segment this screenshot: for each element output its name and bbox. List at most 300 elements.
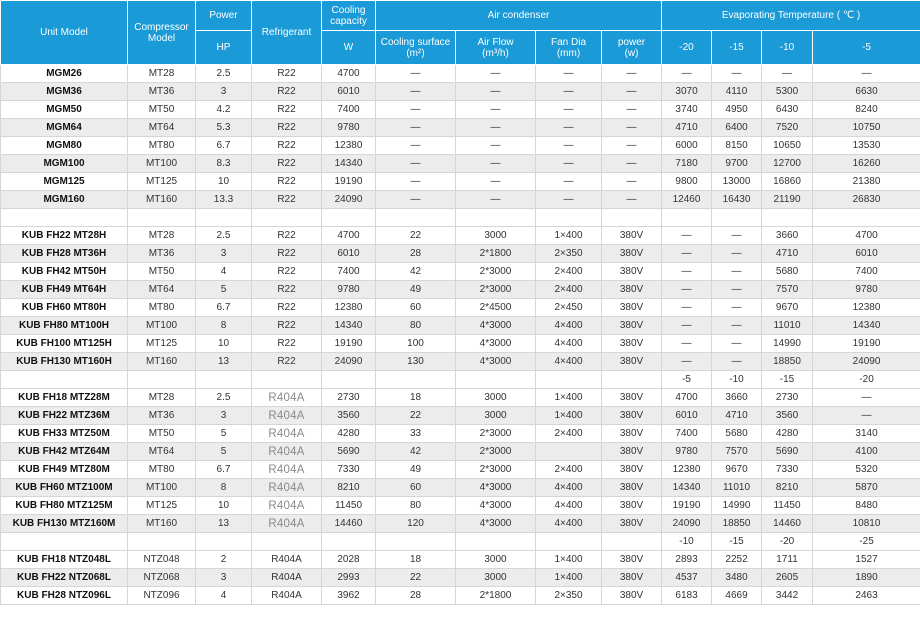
cell-power-hp: 3: [196, 83, 252, 101]
cell-power-hp: 10: [196, 497, 252, 515]
cell-fan-power: 380V: [602, 479, 662, 497]
cell-evap-temp-4: 4700: [813, 227, 920, 245]
cell-evap-temp-2: -15: [712, 533, 762, 551]
cell-compressor-model: MT160: [128, 353, 196, 371]
cell-refrigerant: R404A: [252, 389, 322, 407]
cell-refrigerant: R404A: [252, 479, 322, 497]
cell-cooling-surface: —: [376, 65, 456, 83]
cell-compressor-model: NTZ096: [128, 587, 196, 605]
cell-cooling-surface: 33: [376, 425, 456, 443]
cell-evap-temp-4: 2463: [813, 587, 920, 605]
cell-evap-temp-1: 12380: [662, 461, 712, 479]
cell-evap-temp-4: —: [813, 407, 920, 425]
cell-air-flow: 2*1800: [456, 587, 536, 605]
cell-fan-power: 380V: [602, 335, 662, 353]
table-row: [1, 587, 920, 605]
cell-evap-temp-3: 8210: [762, 479, 813, 497]
table-row: [1, 425, 920, 443]
cell-cooling-capacity: 2730: [322, 389, 376, 407]
cell-power-hp: 13.3: [196, 191, 252, 209]
cell-evap-temp-3: 2730: [762, 389, 813, 407]
table-row: [1, 461, 920, 479]
cell-compressor-model: MT125: [128, 497, 196, 515]
cell-evap-temp-2: —: [712, 281, 762, 299]
cell-fan-dia: 4×400: [536, 497, 602, 515]
cell-fan-dia: [536, 371, 602, 389]
cell-power-hp: 6.7: [196, 461, 252, 479]
cell-compressor-model: [128, 533, 196, 551]
cell-air-flow: 4*3000: [456, 515, 536, 533]
cell-compressor-model: MT80: [128, 137, 196, 155]
cell-refrigerant: R22: [252, 191, 322, 209]
cell-compressor-model: MT80: [128, 299, 196, 317]
cell-evap-temp-3: 5690: [762, 443, 813, 461]
cell-evap-temp-1: 9780: [662, 443, 712, 461]
cell-evap-temp-3: 2605: [762, 569, 813, 587]
cell-refrigerant: R22: [252, 227, 322, 245]
cell-cooling-surface: —: [376, 101, 456, 119]
header-air-condenser: Air condenser: [376, 1, 662, 31]
cell-evap-temp-1: 9800: [662, 173, 712, 191]
cell-air-flow: 2*3000: [456, 443, 536, 461]
cell-refrigerant: R404A: [252, 569, 322, 587]
cell-air-flow: 2*1800: [456, 245, 536, 263]
cell-fan-power: 380V: [602, 407, 662, 425]
cell-air-flow: 4*3000: [456, 335, 536, 353]
cell-cooling-capacity: 24090: [322, 353, 376, 371]
cell-evap-temp-3: -20: [762, 533, 813, 551]
cell-refrigerant: R22: [252, 119, 322, 137]
table-row: [1, 173, 920, 191]
cell-fan-power: 380V: [602, 263, 662, 281]
cell-cooling-capacity: 11450: [322, 497, 376, 515]
cell-evap-temp-1: 14340: [662, 479, 712, 497]
cell-cooling-surface: 42: [376, 263, 456, 281]
cell-power-hp: 13: [196, 515, 252, 533]
cell-air-flow: 3000: [456, 389, 536, 407]
cell-fan-dia: 1×400: [536, 569, 602, 587]
cell-air-flow: 4*3000: [456, 353, 536, 371]
cell-evap-temp-4: 10810: [813, 515, 920, 533]
header-compressor-model: Compressor Model: [128, 1, 196, 65]
cell-air-flow: [456, 209, 536, 227]
cell-cooling-surface: 28: [376, 587, 456, 605]
cell-refrigerant: R404A: [252, 461, 322, 479]
cell-cooling-surface: —: [376, 83, 456, 101]
cell-air-flow: [456, 533, 536, 551]
header-fan-power-unit: (w): [624, 47, 639, 59]
table-row: [1, 65, 920, 83]
cell-evap-temp-2: —: [712, 317, 762, 335]
cell-fan-power: 380V: [602, 389, 662, 407]
table-row: [1, 497, 920, 515]
cell-cooling-surface: 120: [376, 515, 456, 533]
cell-evap-temp-4: 24090: [813, 353, 920, 371]
table-row: [1, 155, 920, 173]
cell-fan-power: 380V: [602, 227, 662, 245]
cell-cooling-capacity: 2993: [322, 569, 376, 587]
cell-evap-temp-1: —: [662, 335, 712, 353]
cell-air-flow: —: [456, 137, 536, 155]
cell-refrigerant: R22: [252, 299, 322, 317]
header-cooling-surface-unit: (m²): [406, 47, 425, 59]
cell-evap-temp-2: —: [712, 263, 762, 281]
header-evaporating-temperature: Evaporating Temperature ( ℃ ): [662, 1, 920, 31]
cell-power-hp: 6.7: [196, 137, 252, 155]
cell-cooling-capacity: 5690: [322, 443, 376, 461]
cell-evap-temp-1: 4700: [662, 389, 712, 407]
cell-air-flow: —: [456, 191, 536, 209]
cell-compressor-model: MT160: [128, 191, 196, 209]
cell-unit-model: KUB FH22 MTZ36M: [1, 407, 128, 425]
cell-evap-temp-1: 24090: [662, 515, 712, 533]
header-fan-dia-unit: (mm): [556, 47, 581, 59]
cell-power-hp: 5: [196, 443, 252, 461]
cell-unit-model: KUB FH18 NTZ048L: [1, 551, 128, 569]
cell-compressor-model: MT160: [128, 515, 196, 533]
cell-compressor-model: MT80: [128, 461, 196, 479]
cell-evap-temp-4: -20: [813, 371, 920, 389]
cell-evap-temp-4: 6630: [813, 83, 920, 101]
table-row: [1, 281, 920, 299]
table-row: [1, 137, 920, 155]
cell-evap-temp-3: 7330: [762, 461, 813, 479]
cell-compressor-model: MT28: [128, 65, 196, 83]
cell-evap-temp-2: 14990: [712, 497, 762, 515]
table-row: [1, 299, 920, 317]
cell-compressor-model: MT50: [128, 101, 196, 119]
cell-evap-temp-2: -10: [712, 371, 762, 389]
table-row: [1, 443, 920, 461]
cell-fan-dia: 4×400: [536, 479, 602, 497]
cell-fan-dia: 2×400: [536, 263, 602, 281]
table-subheader-row: [1, 533, 920, 551]
cell-evap-temp-2: 3480: [712, 569, 762, 587]
cell-evap-temp-1: —: [662, 65, 712, 83]
cell-cooling-capacity: 24090: [322, 191, 376, 209]
cell-air-flow: 2*3000: [456, 461, 536, 479]
cell-fan-dia: —: [536, 173, 602, 191]
cell-cooling-capacity: [322, 209, 376, 227]
cell-fan-power: 380V: [602, 515, 662, 533]
cell-evap-temp-1: 4710: [662, 119, 712, 137]
cell-fan-dia: —: [536, 191, 602, 209]
cell-power-hp: 4.2: [196, 101, 252, 119]
cell-evap-temp-3: 5300: [762, 83, 813, 101]
cell-fan-dia: —: [536, 119, 602, 137]
cell-evap-temp-3: 14460: [762, 515, 813, 533]
cell-evap-temp-1: 2893: [662, 551, 712, 569]
cell-air-flow: —: [456, 101, 536, 119]
table-row: [1, 389, 920, 407]
cell-unit-model: KUB FH42 MT50H: [1, 263, 128, 281]
table-row: [1, 263, 920, 281]
cell-evap-temp-1: —: [662, 299, 712, 317]
cell-cooling-surface: [376, 533, 456, 551]
cell-cooling-capacity: 3560: [322, 407, 376, 425]
table-row: [1, 227, 920, 245]
cell-unit-model: MGM50: [1, 101, 128, 119]
cell-evap-temp-2: —: [712, 245, 762, 263]
table-row: [1, 515, 920, 533]
cell-unit-model: KUB FH18 MTZ28M: [1, 389, 128, 407]
cell-unit-model: KUB FH80 MT100H: [1, 317, 128, 335]
header-temp-col: -20: [662, 31, 712, 65]
cell-cooling-capacity: 7400: [322, 101, 376, 119]
cell-power-hp: 5: [196, 281, 252, 299]
cell-fan-dia: 2×350: [536, 245, 602, 263]
cell-refrigerant: R404A: [252, 515, 322, 533]
cell-evap-temp-1: —: [662, 245, 712, 263]
cell-evap-temp-1: [662, 209, 712, 227]
cell-fan-power: —: [602, 137, 662, 155]
cell-fan-dia: 1×400: [536, 227, 602, 245]
cell-fan-power: 380V: [602, 299, 662, 317]
cell-evap-temp-2: —: [712, 353, 762, 371]
cell-fan-dia: 4×400: [536, 317, 602, 335]
cell-evap-temp-3: 5680: [762, 263, 813, 281]
cell-evap-temp-4: 6010: [813, 245, 920, 263]
cell-cooling-surface: 28: [376, 245, 456, 263]
cell-power-hp: 5: [196, 425, 252, 443]
cell-evap-temp-2: 4950: [712, 101, 762, 119]
cell-compressor-model: MT36: [128, 407, 196, 425]
cell-evap-temp-4: 16260: [813, 155, 920, 173]
cell-evap-temp-3: 18850: [762, 353, 813, 371]
cell-fan-dia: 1×400: [536, 551, 602, 569]
cell-cooling-capacity: 14460: [322, 515, 376, 533]
cell-fan-power: 380V: [602, 461, 662, 479]
cell-fan-power: [602, 209, 662, 227]
cell-evap-temp-3: 3560: [762, 407, 813, 425]
cell-unit-model: KUB FH80 MTZ125M: [1, 497, 128, 515]
cell-cooling-capacity: 7400: [322, 263, 376, 281]
cell-power-hp: 8.3: [196, 155, 252, 173]
cell-unit-model: KUB FH42 MTZ64M: [1, 443, 128, 461]
cell-compressor-model: MT100: [128, 479, 196, 497]
cell-refrigerant: [252, 371, 322, 389]
cell-air-flow: 2*3000: [456, 263, 536, 281]
cell-evap-temp-1: —: [662, 227, 712, 245]
cell-evap-temp-1: 3070: [662, 83, 712, 101]
cell-air-flow: 4*3000: [456, 479, 536, 497]
cell-compressor-model: MT64: [128, 443, 196, 461]
cell-evap-temp-2: 8150: [712, 137, 762, 155]
cell-refrigerant: R22: [252, 65, 322, 83]
cell-compressor-model: [128, 209, 196, 227]
cell-compressor-model: NTZ068: [128, 569, 196, 587]
header-fan-power-label: power: [617, 36, 646, 48]
cell-evap-temp-2: —: [712, 65, 762, 83]
cell-unit-model: KUB FH49 MTZ80M: [1, 461, 128, 479]
cell-cooling-capacity: 14340: [322, 317, 376, 335]
cell-fan-dia: 2×400: [536, 425, 602, 443]
cell-evap-temp-2: 13000: [712, 173, 762, 191]
cell-fan-power: —: [602, 191, 662, 209]
header-temp-col: -15: [712, 31, 762, 65]
header-temp-col: -10: [762, 31, 813, 65]
table-subheader-row: [1, 371, 920, 389]
cell-refrigerant: R22: [252, 281, 322, 299]
cell-cooling-capacity: 8210: [322, 479, 376, 497]
cell-evap-temp-2: 7570: [712, 443, 762, 461]
header-fan-dia-label: Fan Dia: [550, 36, 586, 48]
cell-refrigerant: R404A: [252, 551, 322, 569]
cell-cooling-capacity: [322, 371, 376, 389]
cell-compressor-model: MT125: [128, 173, 196, 191]
cell-unit-model: MGM160: [1, 191, 128, 209]
cell-cooling-surface: 22: [376, 569, 456, 587]
cell-evap-temp-3: 11010: [762, 317, 813, 335]
cell-unit-model: KUB FH130 MT160H: [1, 353, 128, 371]
cell-fan-power: —: [602, 83, 662, 101]
cell-compressor-model: MT125: [128, 335, 196, 353]
cell-fan-power: 380V: [602, 245, 662, 263]
cell-fan-dia: 1×400: [536, 407, 602, 425]
header-unit-model: Unit Model: [1, 1, 128, 65]
cell-evap-temp-4: —: [813, 389, 920, 407]
cell-evap-temp-1: —: [662, 281, 712, 299]
cell-fan-power: [602, 533, 662, 551]
cell-power-hp: [196, 209, 252, 227]
header-temp-col: -5: [813, 31, 920, 65]
cell-power-hp: 2.5: [196, 389, 252, 407]
cell-evap-temp-1: 12460: [662, 191, 712, 209]
cell-power-hp: 13: [196, 353, 252, 371]
cell-unit-model: MGM125: [1, 173, 128, 191]
cell-compressor-model: MT64: [128, 281, 196, 299]
table-row: [1, 245, 920, 263]
cell-cooling-surface: —: [376, 191, 456, 209]
cell-fan-dia: 4×400: [536, 353, 602, 371]
cell-cooling-capacity: 14340: [322, 155, 376, 173]
cell-refrigerant: R22: [252, 155, 322, 173]
cell-evap-temp-4: 5320: [813, 461, 920, 479]
cell-evap-temp-1: 7180: [662, 155, 712, 173]
cell-power-hp: [196, 533, 252, 551]
cell-cooling-surface: 100: [376, 335, 456, 353]
cell-fan-power: —: [602, 173, 662, 191]
cell-compressor-model: [128, 371, 196, 389]
cell-power-hp: 6.7: [196, 299, 252, 317]
table-row: [1, 551, 920, 569]
cell-refrigerant: R404A: [252, 407, 322, 425]
cell-evap-temp-4: 13530: [813, 137, 920, 155]
cell-refrigerant: R22: [252, 245, 322, 263]
cell-fan-power: —: [602, 119, 662, 137]
table-subheader-row: [1, 209, 920, 227]
cell-evap-temp-1: 19190: [662, 497, 712, 515]
cell-fan-power: 380V: [602, 425, 662, 443]
table-row: [1, 119, 920, 137]
cell-cooling-capacity: 2028: [322, 551, 376, 569]
cell-air-flow: —: [456, 173, 536, 191]
cell-evap-temp-3: 10650: [762, 137, 813, 155]
cell-air-flow: —: [456, 65, 536, 83]
cell-cooling-surface: 80: [376, 497, 456, 515]
cell-air-flow: —: [456, 83, 536, 101]
cell-evap-temp-2: —: [712, 299, 762, 317]
cell-unit-model: MGM36: [1, 83, 128, 101]
cell-cooling-capacity: 19190: [322, 173, 376, 191]
cell-cooling-surface: 130: [376, 353, 456, 371]
cell-cooling-capacity: 4700: [322, 227, 376, 245]
cell-evap-temp-4: 1527: [813, 551, 920, 569]
cell-refrigerant: [252, 209, 322, 227]
cell-evap-temp-3: 11450: [762, 497, 813, 515]
table-row: [1, 335, 920, 353]
cell-evap-temp-3: 21190: [762, 191, 813, 209]
cell-power-hp: 8: [196, 317, 252, 335]
cell-evap-temp-2: 3660: [712, 389, 762, 407]
cell-compressor-model: MT100: [128, 155, 196, 173]
cell-cooling-capacity: 12380: [322, 299, 376, 317]
cell-unit-model: KUB FH60 MTZ100M: [1, 479, 128, 497]
cell-evap-temp-4: 9780: [813, 281, 920, 299]
cell-refrigerant: R22: [252, 101, 322, 119]
cell-unit-model: MGM26: [1, 65, 128, 83]
cell-cooling-capacity: 4280: [322, 425, 376, 443]
header-fan-dia: [536, 31, 602, 65]
cell-cooling-capacity: 4700: [322, 65, 376, 83]
cell-air-flow: 3000: [456, 227, 536, 245]
cell-air-flow: 3000: [456, 407, 536, 425]
cell-fan-dia: 1×400: [536, 389, 602, 407]
cell-evap-temp-4: -25: [813, 533, 920, 551]
table-row: [1, 317, 920, 335]
cell-refrigerant: R404A: [252, 425, 322, 443]
cell-refrigerant: R22: [252, 173, 322, 191]
table-body: [1, 65, 920, 605]
cell-cooling-capacity: 3962: [322, 587, 376, 605]
cell-fan-power: —: [602, 101, 662, 119]
cell-refrigerant: R404A: [252, 497, 322, 515]
cell-cooling-capacity: [322, 533, 376, 551]
cell-cooling-capacity: 6010: [322, 245, 376, 263]
cell-air-flow: 2*3000: [456, 281, 536, 299]
cell-evap-temp-3: 16860: [762, 173, 813, 191]
table-row: [1, 407, 920, 425]
cell-evap-temp-3: 4710: [762, 245, 813, 263]
cell-evap-temp-2: 9670: [712, 461, 762, 479]
cell-fan-dia: 4×400: [536, 515, 602, 533]
cell-compressor-model: MT28: [128, 389, 196, 407]
cell-cooling-surface: 49: [376, 281, 456, 299]
cell-evap-temp-3: 6430: [762, 101, 813, 119]
cell-fan-power: 380V: [602, 569, 662, 587]
cell-evap-temp-2: 11010: [712, 479, 762, 497]
cell-evap-temp-1: 4537: [662, 569, 712, 587]
cell-fan-power: 380V: [602, 497, 662, 515]
cell-power-hp: 2.5: [196, 227, 252, 245]
cell-evap-temp-3: 3660: [762, 227, 813, 245]
cell-cooling-surface: —: [376, 137, 456, 155]
cell-refrigerant: R22: [252, 317, 322, 335]
header-power-unit: HP: [196, 31, 252, 65]
cell-compressor-model: MT50: [128, 263, 196, 281]
header-cooling-surface: [376, 31, 456, 65]
cell-air-flow: 2*4500: [456, 299, 536, 317]
cell-fan-dia: [536, 533, 602, 551]
cell-evap-temp-3: 1711: [762, 551, 813, 569]
cell-power-hp: 8: [196, 479, 252, 497]
cell-fan-dia: —: [536, 137, 602, 155]
cell-evap-temp-2: —: [712, 335, 762, 353]
cell-fan-dia: [536, 209, 602, 227]
header-air-flow: [456, 31, 536, 65]
cell-unit-model: KUB FH28 NTZ096L: [1, 587, 128, 605]
cell-cooling-surface: 22: [376, 407, 456, 425]
